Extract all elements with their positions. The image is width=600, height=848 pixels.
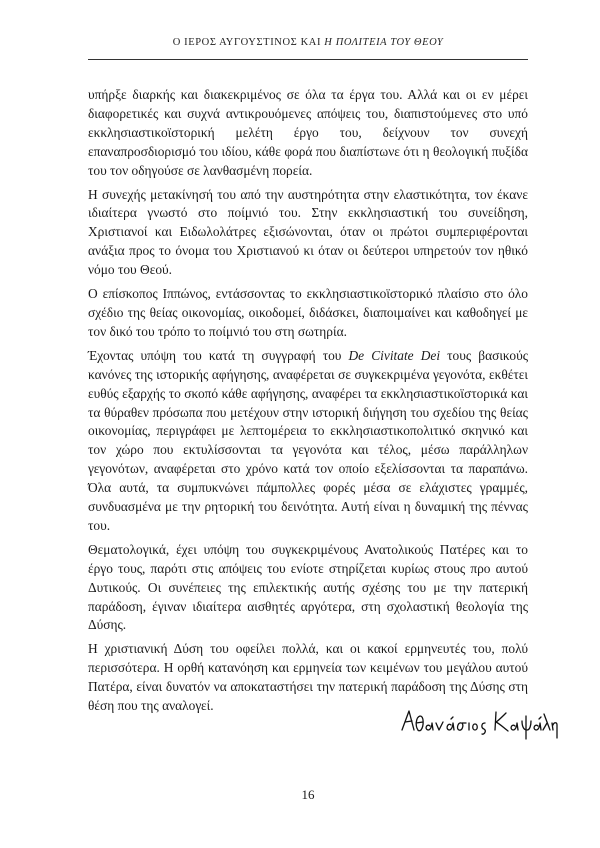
paragraph-4-part-1: Έχοντας υπόψη του κατά τη συγγραφή του [88,347,349,363]
paragraph-2: Η συνεχής μετακίνησή του από την αυστηρότητα στην ελαστικότητα, τον έκανε ιδιαίτερα γνωστό στο ποίμνιό του. Στην εκκλησιαστική του συνείδηση, Χριστιανοί και Ειδωλολάτρες εξισώνονται, όταν οι πρώτοι συμπεριφέρονται ανάξια προς το όνομα του Χριστιανού κι όταν οι δεύτεροι υπηρετούν τον ηθικό νόμο του Θεού. [88,186,528,278]
work-title-de-civitate-dei: De Civitate Dei [348,347,441,363]
header-rule [88,59,528,60]
handwritten-signature [398,706,558,742]
paragraph-1: υπήρξε διαρκής και διακεκριμένος σε όλα τα έργα του. Αλλά και οι εν μέρει διαφορετικές και συχνά αντικρουόμενες απόψεις του, διαπιστούμενες στο υπό εκκλησιαστικοϊστορική μελέτη έργο του, δείχνουν τον συνεχή επαναπροσδιορισμό του ιδίου, κάθε φορά που διαπίστωνε ότι η θεολογική πυξίδα του τον οδηγούσε σε λανθασμένη πορεία. [88,87,528,178]
paragraph-4-part-2: τους βασικούς κανόνες της ιστορικής αφήγησης, αναφέρεται σε συγκεκριμένα γεγονότα, εκθέτει ευθύς εξαρχής το σκοπό κάθε αφήγησης, αναφέρει τα εκκλησιαστικοϊστορικά και τα θύραθεν πρόσωπα που μετέχουν στην ιστορική διήγηση του σχεδίου της θείας οικονομίας, περιγράφει με λεπτομέρεια το εκκλησιαστικοπολιτικό σκηνικό και τον χώρο που εκτυλίσσονται τα γεγονότα και τέλος, μέσω παράλληλων γεγονότων, αναφέρεται στο χρόνο κατά τον οποίο εξελίσσονται τα παραπάνω. Όλα αυτά, τα συμπυκνώνει πάμπολλες φορές μέσα σε ελάχιστες γραμμές, συνδυασμένα με την ρητορική του δεινότητα. Αυτή είναι η δυναμική της πέννας του. [88,347,529,533]
paragraph-4 [88,347,528,536]
running-header-work-title: Η ΠΟΛΙΤΕΙΑ ΤΟΥ ΘΕΟΥ [324,37,444,48]
page-number: 16 [301,787,315,802]
running-header-title: Ο ΙΕΡΟΣ ΑΥΓΟΥΣΤΙΝΟΣ ΚΑΙ [172,37,325,48]
body-text [88,86,528,716]
paragraph-5: Θεματολογικά, έχει υπόψη του συγκεκριμένους Ανατολικούς Πατέρες και το έργο τους, παρότι στις απόψεις του ενίοτε στηρίζεται κυρίως στους προ αυτού Δυτικούς. Οι συνέπειες της επιλεκτικής αυτής σχέσης του με την πατερική παράδοση, έγιναν ιδιαίτερα αισθητές αργότερα, στη σχολαστική θεολογία της Δύσης. [88,541,528,633]
paragraph-3: Ο επίσκοπος Ιππώνος, εντάσσοντας το εκκλησιαστικοϊστορικό πλαίσιο στο όλο σχέδιο της θείας οικονομίας, οικοδομεί, διδάσκει, διαποιμαίνει και καθοδηγεί με τον δικό του τρόπο το ποίμνιό του στη σωτηρία. [88,286,528,339]
running-header [88,37,528,48]
paragraph-6: Η χριστιανική Δύση του οφείλει πολλά, και οι κακοί ερμηνευτές του, πολύ περισσότερα. Η ορθή κατανόηση και ερμηνεία των κειμένων του μεγάλου αυτού Πατέρα, είναι δυνατόν να αποκαταστήσει την πατερική παράδοση της Δύσης στη θέση που της αναλογεί. [88,641,528,714]
